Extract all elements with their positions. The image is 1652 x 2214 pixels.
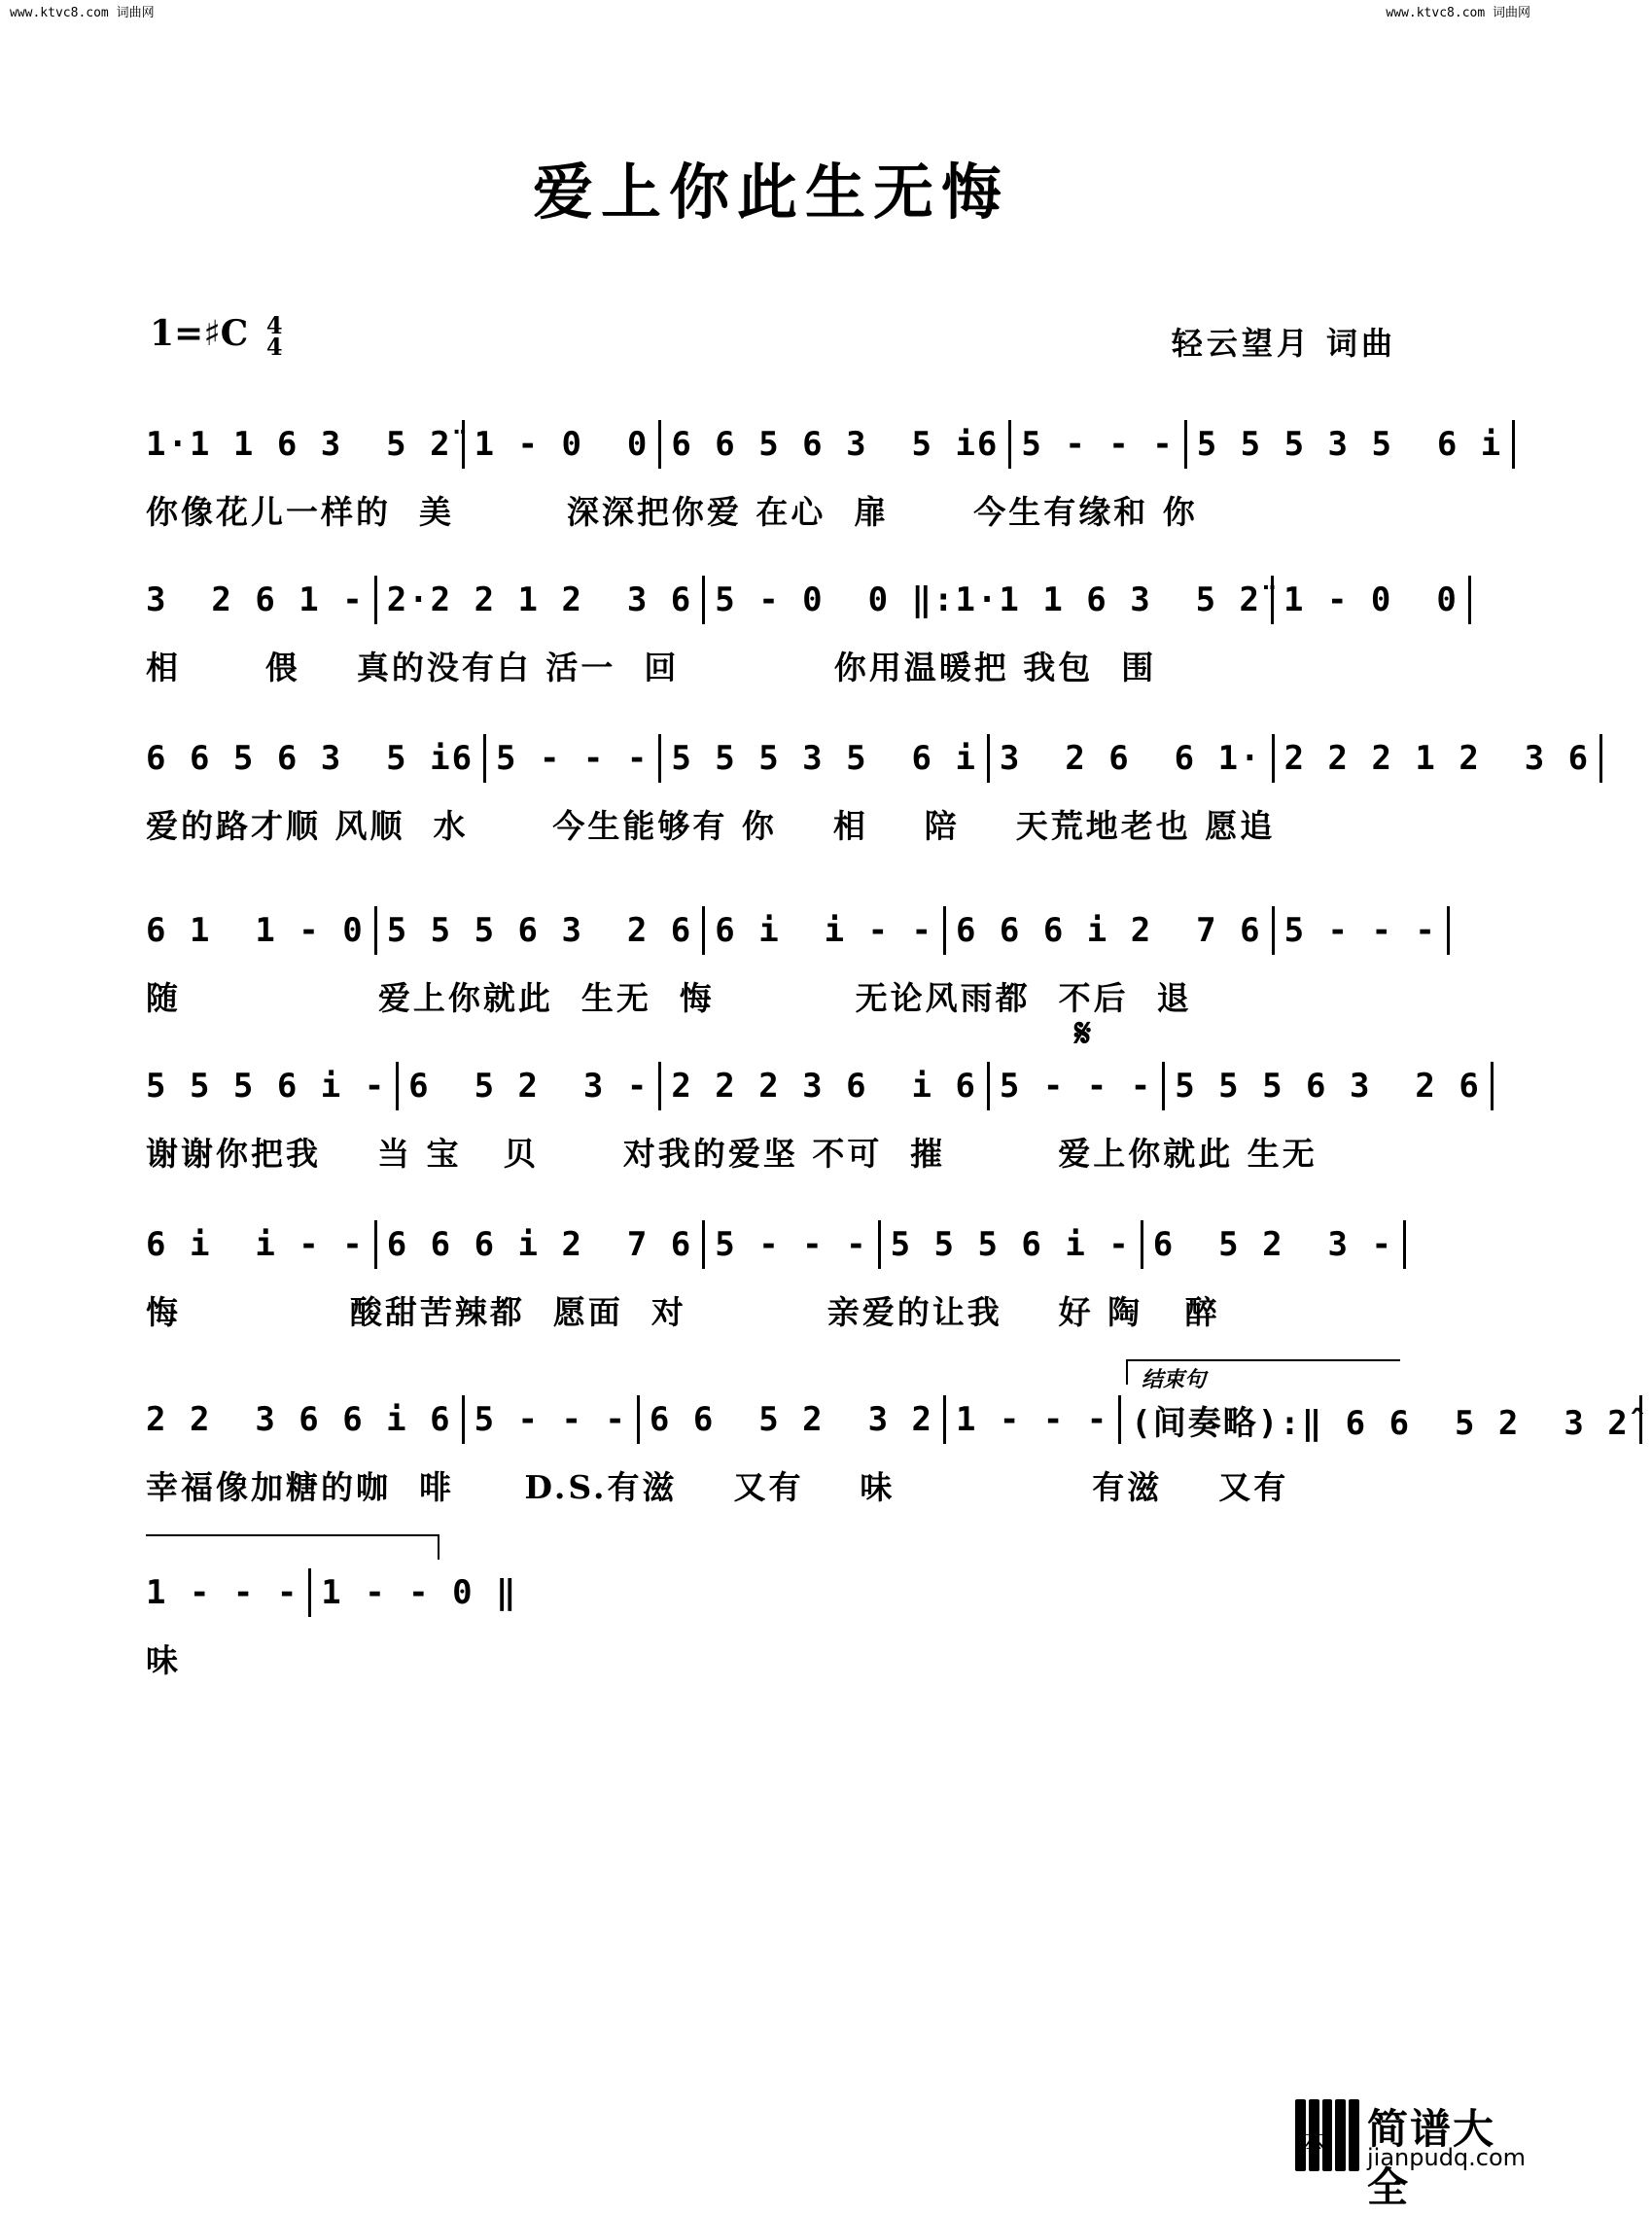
measure: (间奏略):‖ 6 6 5 2 3 2̂ (1131, 1403, 1630, 1443)
header-site-left: www.ktvc8.com 词曲网 (10, 6, 155, 20)
measure: 5 5 5 3 5 6 i (671, 739, 977, 778)
measure: 6 i i - - (146, 1225, 365, 1264)
final-ending-bracket (146, 1534, 439, 1560)
measure: 5 - - - (999, 1067, 1153, 1106)
measure: 2 2 2 1 2 3 6 (1283, 739, 1591, 778)
measure: 6 6 6 i 2 7 6 (955, 911, 1262, 950)
lyrics-line: 悔 酸甜苦辣都 愿面 对 亲爱的让我 好 陶 醉 (146, 1293, 1220, 1331)
measure: 6 6 5 6 3 5 i6 (671, 425, 1000, 464)
notes-row (146, 569, 1481, 631)
meter-top: 4 (265, 311, 283, 339)
notes-row (146, 1562, 518, 1624)
notes-row (146, 1055, 1503, 1117)
measure: 6 5 2 3 - (408, 1067, 650, 1106)
measure: 1 - - - (146, 1573, 299, 1612)
measure: 5 5 5 6 i - (890, 1225, 1131, 1264)
key-label: 1=♯C (150, 313, 249, 354)
lyrics-line: 相 偎 真的没有白 活一 回 你用温暖把 我包 围 (146, 649, 1157, 686)
ending-bracket (1126, 1359, 1400, 1392)
lyrics-line: 幸福像加糖的咖 啡 D.S.有滋 又有 味 有滋 又有 (146, 1468, 1289, 1506)
site-logo[interactable] (1295, 2093, 1529, 2211)
measure: 1·1 1 6 3 5 2̈ (955, 580, 1262, 619)
measure: 5 - - - (1283, 911, 1437, 950)
measure: 5 - - - (496, 739, 650, 778)
header-site-right: www.ktvc8.com 词曲网 (1386, 6, 1530, 20)
lyrics-line: 味 (146, 1641, 181, 1679)
measure: 3 2 6 6 1· (999, 739, 1262, 778)
measure: 1 - 0 0 (474, 425, 650, 464)
notes-row (146, 727, 1612, 790)
measure: 1·1 1 6 3 5 2̈ (146, 425, 452, 464)
song-title: 爱上你此生无悔 (532, 157, 1009, 228)
lyrics-line: 爱的路才顺 风顺 水 今生能够有 你 相 陪 天荒地老也 愿追 (146, 807, 1276, 845)
segno-sign: 𝄋 (1074, 1011, 1092, 1056)
lyrics-line: 随 爱上你就此 生无 悔 无论风雨都 不后 退 (146, 979, 1192, 1017)
piano-keys-icon (1295, 2099, 1359, 2171)
logo-url: jianpudq.com (1367, 2144, 1527, 2171)
measure: 2 2 3 6 6 i 6 (146, 1400, 452, 1439)
author-credit: 轻云望月 词曲 (1171, 325, 1396, 362)
time-signature (265, 311, 283, 361)
measure: 2·2 2 1 2 3 6 (386, 580, 693, 619)
measure: 6 6 5 6 3 5 i6 (146, 739, 475, 778)
logo-name: 简谱大全 (1367, 2105, 1496, 2211)
measure: 5 - - - (715, 1225, 868, 1264)
measure: 5 - 0 0 ‖: (715, 580, 956, 619)
key-signature (150, 311, 283, 361)
measure: 5 5 5 6 3 2 6 (386, 911, 693, 950)
meter-bottom: 4 (265, 333, 283, 361)
measure: 1 - - - (955, 1400, 1109, 1439)
ending-label: 结束句 (1142, 1367, 1207, 1392)
measure: 3 2 6 1 - (146, 580, 365, 619)
measure: 6 5 2 3 - (1152, 1225, 1393, 1264)
measure: 5 5 5 6 3 2 6 (1175, 1067, 1481, 1106)
measure: 6 1 1 - 0 (146, 911, 365, 950)
notes-row (146, 1388, 1652, 1451)
measure: 6 6 5 2 3 2 (649, 1400, 933, 1439)
notes-row (146, 899, 1459, 962)
measure: 5 - - - (1021, 425, 1175, 464)
measure: 5 5 5 3 5 6 i (1196, 425, 1503, 464)
notes-row (146, 413, 1525, 475)
measure: 6 i i - - (715, 911, 933, 950)
measure: 1 - 0 0 (1283, 580, 1459, 619)
lyrics-line: 你像花儿一样的 美 深深把你爱 在心 扉 今生有缘和 你 (146, 493, 1198, 531)
measure: 6 6 6 i 2 7 6 (386, 1225, 693, 1264)
measure: 1 - - 0 ‖ (321, 1573, 518, 1612)
lyrics-line: 谢谢你把我 当 宝 贝 对我的爱坚 不可 摧 爱上你就此 生无 (146, 1135, 1318, 1173)
measure: 2 2 2 3 6 i 6 (671, 1067, 977, 1106)
notes-row (146, 1213, 1416, 1276)
measure: 5 5 5 6 i - (146, 1067, 387, 1106)
measure: 5 - - - (474, 1400, 627, 1439)
